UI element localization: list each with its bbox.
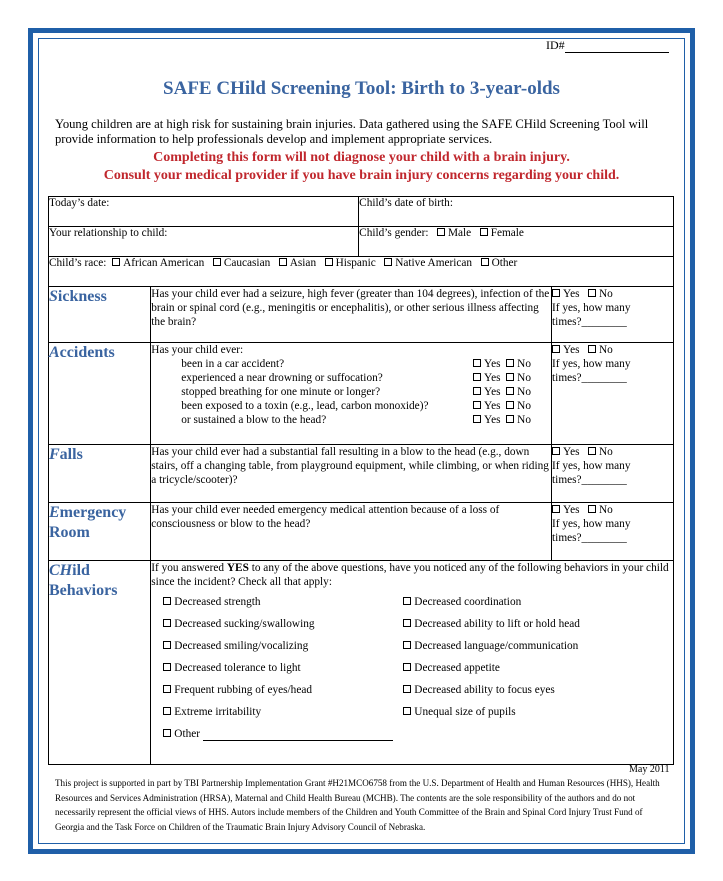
category-child-behaviors: CHild Behaviors — [49, 561, 151, 765]
funding-footer: This project is supported in part by TBI Partnership Implementation Grant #H21MCO6758 from the U.S. Department of Health and Human Resources (HHS), Health Resources and Services Administration (HRSA), Maternal and Child Health Bureau (MCHB). The contents are the sole responsibility of the authors and do not necessarily represent the official views of HHS. Autors include members of the Children and Youth Committee of the Brain and Spinal Cord Injury Trust Fund of Georgia and the Task Force on Children of the Traumatic Brain Injury Advisory Council of Nebraska. — [55, 778, 660, 832]
emergency-row — [49, 503, 674, 561]
falls-question: Has your child ever had a substantial fall resulting in a blow to the head (e.g., down stairs, off a changing table, from playground equipment, while climbing, or when riding a tricycle/scooter)? — [151, 445, 552, 503]
behavior-option[interactable]: Unequal size of pupils — [403, 705, 663, 719]
no-checkbox[interactable] — [588, 447, 596, 455]
no-checkbox[interactable] — [506, 359, 514, 367]
behavior-option[interactable]: Decreased coordination — [403, 595, 663, 609]
no-checkbox[interactable] — [588, 289, 596, 297]
race-field: Child’s race: African American Caucasian Asian Hispanic Native American Other — [49, 257, 674, 287]
behavior-option[interactable]: Decreased language/communication — [403, 639, 663, 653]
category-falls: Falls — [49, 445, 151, 503]
yes-checkbox[interactable] — [473, 387, 481, 395]
behaviors-list — [151, 589, 673, 719]
relationship-field[interactable]: Your relationship to child: — [49, 227, 359, 257]
yes-checkbox[interactable] — [473, 373, 481, 381]
gender-field: Child’s gender: Male Female — [359, 227, 674, 257]
falls-row — [49, 445, 674, 503]
id-blank[interactable] — [565, 41, 669, 53]
sickness-answer: Yes No If yes, how many times?________ — [552, 287, 674, 343]
behavior-option[interactable]: Decreased ability to lift or hold head — [403, 617, 663, 631]
race-checkbox[interactable] — [213, 258, 221, 266]
no-checkbox[interactable] — [506, 401, 514, 409]
accident-item: stopped breathing for one minute or longer? Yes No — [181, 386, 531, 398]
behavior-option[interactable]: Decreased strength — [163, 595, 403, 609]
category-emergency-room: Emergency Room — [49, 503, 151, 561]
category-accidents: Accidents — [49, 343, 151, 445]
yes-checkbox[interactable] — [552, 345, 560, 353]
behavior-option[interactable]: Decreased appetite — [403, 661, 663, 675]
accident-item: been in a car accident? Yes No — [181, 358, 531, 370]
no-checkbox[interactable] — [588, 345, 596, 353]
warning-line-2: Consult your medical provider if you have brain injury concerns regarding your child. — [103, 168, 620, 183]
behavior-option[interactable]: Decreased ability to focus eyes — [403, 683, 663, 697]
accident-item: been exposed to a toxin (e.g., lead, carbon monoxide)? Yes No — [181, 400, 531, 412]
yes-checkbox[interactable] — [473, 359, 481, 367]
race-checkbox[interactable] — [384, 258, 392, 266]
yes-checkbox[interactable] — [552, 289, 560, 297]
race-checkbox[interactable] — [112, 258, 120, 266]
yes-checkbox[interactable] — [552, 447, 560, 455]
yes-checkbox[interactable] — [473, 415, 481, 423]
accident-item: or sustained a blow to the head? Yes No — [181, 414, 531, 426]
accidents-question: Has your child ever: been in a car accident? Yes No experienced a near drowning or suffocation? Yes No stopped breathing for one minute or longer? Yes No been exposed to a toxin (e.g., lead, carbon monoxide)? Yes No or sustained a blow to the head? Yes No — [151, 343, 552, 445]
todays-date-field[interactable]: Today’s date: — [49, 197, 359, 227]
no-checkbox[interactable] — [506, 415, 514, 423]
category-sickness: Sickness — [49, 287, 151, 343]
behavior-option[interactable]: Decreased tolerance to light — [163, 661, 403, 675]
accidents-row — [49, 343, 674, 445]
behavior-other[interactable]: Other — [151, 719, 673, 741]
race-checkbox[interactable] — [325, 258, 333, 266]
race-checkbox[interactable] — [481, 258, 489, 266]
no-checkbox[interactable] — [506, 373, 514, 381]
race-checkbox[interactable] — [279, 258, 287, 266]
intro-text: Young children are at high risk for sustaining brain injuries. Data gathered using the SAFE CHild Screening Tool will provide information to help professionals develop and implement appropriate services. — [55, 117, 649, 146]
other-blank[interactable] — [203, 729, 393, 741]
sickness-question: Has your child ever had a seizure, high fever (greater than 104 degrees), infection of the brain or spinal cord (e.g., meningitis or encephalitis), or other serious illness affecting the brain? — [151, 287, 552, 343]
accident-item: experienced a near drowning or suffocation? Yes No — [181, 372, 531, 384]
behaviors-row — [49, 561, 674, 765]
revision-date: May 2011 — [629, 764, 670, 775]
falls-answer: Yes No If yes, how many times?________ — [552, 445, 674, 503]
id-field[interactable]: ID# — [546, 38, 669, 53]
yes-checkbox[interactable] — [552, 505, 560, 513]
child-dob-field[interactable]: Child’s date of birth: — [359, 197, 674, 227]
behavior-option[interactable]: Decreased sucking/swallowing — [163, 617, 403, 631]
behavior-option[interactable]: Decreased smiling/vocalizing — [163, 639, 403, 653]
accidents-answer: Yes No If yes, how many times?________ — [552, 343, 674, 445]
no-checkbox[interactable] — [588, 505, 596, 513]
behavior-option[interactable]: Frequent rubbing of eyes/head — [163, 683, 403, 697]
behaviors-question: If you answered YES to any of the above questions, have you noticed any of the following behaviors in your child since the incident? Check all that apply: Decreased strength Decreased coordination Decreased sucking/swallowing Decreased ability to lift or hold head Decreased smiling/vocalizing Decreased language/communication Decreased tolerance to light Decreased appetite Frequent rubbing of eyes/head Decreased ability to focus eyes Extreme irritability Unequal size of pupils Other — [151, 561, 674, 765]
gender-female-checkbox[interactable] — [480, 228, 488, 236]
emergency-answer: Yes No If yes, how many times?________ — [552, 503, 674, 561]
gender-male-checkbox[interactable] — [437, 228, 445, 236]
sickness-row — [49, 287, 674, 343]
no-checkbox[interactable] — [506, 387, 514, 395]
yes-checkbox[interactable] — [473, 401, 481, 409]
warning-line-1: Completing this form will not diagnose your child with a brain injury. — [153, 150, 570, 165]
screening-form — [48, 196, 674, 765]
behavior-option[interactable]: Extreme irritability — [163, 705, 403, 719]
page-title: SAFE CHild Screening Tool: Birth to 3-year-olds — [163, 78, 560, 99]
emergency-question: Has your child ever needed emergency medical attention because of a loss of consciousness or blow to the head? — [151, 503, 552, 561]
